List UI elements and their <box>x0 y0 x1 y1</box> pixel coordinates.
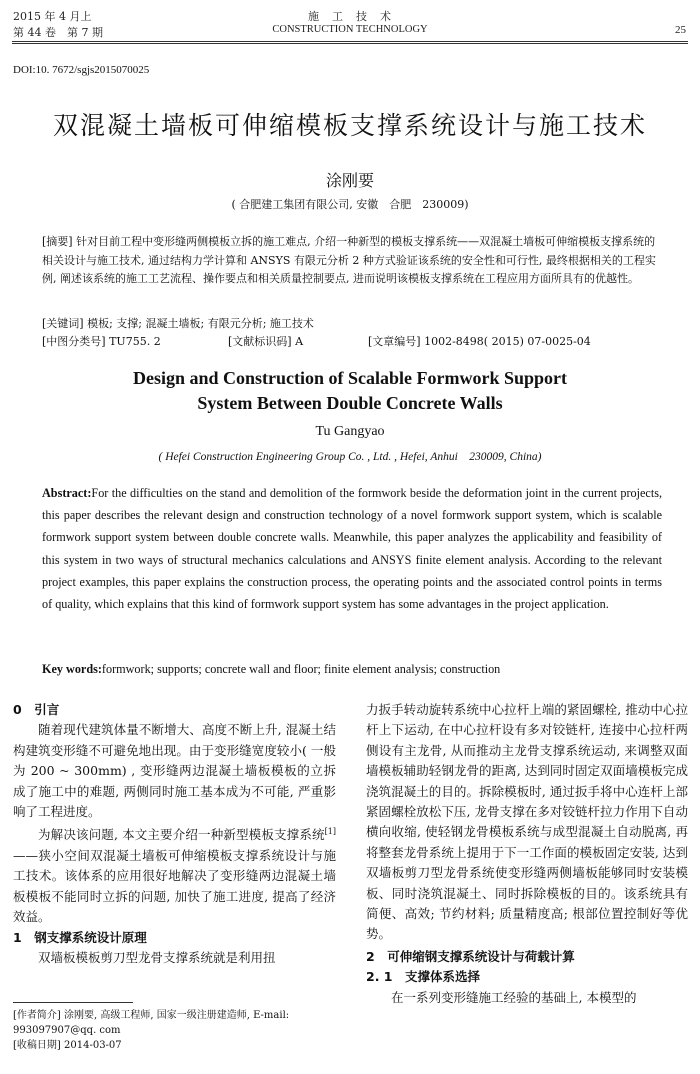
paper-title-cn: 双混凝土墙板可伸缩模板支撑系统设计与施工技术 <box>52 111 647 140</box>
author-bio-label: [作者简介] <box>13 1010 61 1021</box>
article-number-value: 1002-8498( 2015) 07-0025-04 <box>424 335 591 348</box>
header-rule <box>12 41 688 42</box>
affiliation-en: ( Hefei Construction Engineering Group Co. , Ltd. , Hefei, Anhui 230009, China) <box>158 451 542 463</box>
section-0-paragraph-2 <box>13 822 336 927</box>
header-rule-2 <box>12 43 688 44</box>
paper-title-en-line1: Design and Construction of Scalable Formwork Support <box>132 368 568 388</box>
clc-label: [中图分类号] <box>42 335 106 348</box>
author-bio <box>13 1008 343 1038</box>
page-number: 25 <box>675 24 686 36</box>
affiliation-cn: ( 合肥建工集团有限公司, 安徽 合肥 230009) <box>231 198 469 211</box>
abstract-en-label: Abstract: <box>42 486 92 500</box>
body-right-column <box>366 700 688 1008</box>
header-date: 2015 年 4 月上 <box>13 10 92 23</box>
doc-code-value: A <box>295 335 304 348</box>
header-issue: 第 44 卷 第 7 期 <box>13 26 103 39</box>
abstract-cn-text: 针对目前工程中变形缝两侧模板立拆的施工难点, 介绍一种新型的模板支撑系统——双混凝土墙板可伸缩模板支撑系统的相关设计与施工技术, 通过结构力学计算和 ANSYS 有限元分析 2 种方式验证该系统的安全性和可行性, 最终根据相关的工程实例, 阐述该系统的施工工艺流程、操作要点和相关质量控制要点, 进而说明该模板支撑系统在工程应用方面所具有的优越性。 <box>42 235 656 285</box>
body-left-column <box>13 700 336 968</box>
keywords-cn-text: 模板; 支撑; 混凝土墙板; 有限元分析; 施工技术 <box>87 317 314 330</box>
keywords-en <box>42 659 662 679</box>
section-2-heading: 2 可伸缩钢支撑系统设计与荷载计算 <box>366 948 575 964</box>
received-date-value: 2014-03-07 <box>64 1040 122 1051</box>
journal-title-en: CONSTRUCTION TECHNOLOGY <box>272 24 428 35</box>
section-2-1-heading: 2. 1 支撑体系选择 <box>366 969 480 985</box>
paper-title-en <box>0 366 700 416</box>
section-2-1-paragraph-1: 在一系列变形缝施工经验的基础上, 本模型的 <box>391 989 637 1005</box>
clc-value: TU755. 2 <box>109 335 161 348</box>
article-number-label: [文章编号] <box>368 335 421 348</box>
doc-code-label: [文献标识码] <box>228 335 292 348</box>
section-0-paragraph-1: 随着现代建筑体量不断增大、高度不断上升, 混凝土结构建筑变形缝不可避免地出现。由于变形缝宽度较小( 一般为 200 ~ 300mm) , 变形缝两边混凝土墙板模板的立拆成了施工中的难题, 两侧同时施工基本成为不可能, 严重影响了工程进度。 <box>13 722 336 820</box>
abstract-en-text: For the difficulties on the stand and demolition of the formwork beside the deformation joint in the current projects, this paper describes the relevant design and construction technology of a novel formwork support system, which is scalable formwork support system between double concrete walls. Meanwhile, this paper analyzes the applicability and feasibility of this system in two ways of structural mechanics calculations and ANSYS finite element analysis. According to the relevant project examples, this paper explains the construction process, the operating points and the associated control points in terms of quality, which explains that this kind of formwork support system has some advantages in the project application. <box>42 486 662 612</box>
citation-ref: [1] <box>324 827 336 837</box>
section-0-paragraph-2-b: ——狭小空间双混凝土墙板可伸缩模板支撑系统设计与施工技术。该体系的应用很好地解决了变形缝两边混凝土墙板模板不能同时立拆的问题, 加快了施工进度, 提高了经济效益。 <box>13 848 336 925</box>
section-0-heading: 0 引言 <box>13 702 60 717</box>
article-number <box>368 333 591 352</box>
section-1-paragraph-1-continued: 力扳手转动旋转系统中心拉杆上端的紧固螺栓, 推动中心拉杆上下运动, 在中心拉杆设有多对铰链杆, 连接中心拉杆两侧设有主龙骨, 从而推动主龙骨支撑系统运动, 来调整双面墙模板辅助轻钢龙骨的距离, 达到同时固定双面墙模板完成浇筑混凝土的目的。拆除模板时, 通过扳手将中心连杆上部紧固螺栓放松下压, 龙骨支撑在多对铰链杆拉力作用下自动横向收缩, 使轻钢龙骨模板系统与成型混凝土自动脱离, 再将整套龙骨系统上提用于下一工作面的模板固定安装, 达到双墙板剪刀型龙骨系统使变形缝两侧墙板能够同时安装模板、同时浇筑混凝土、同时拆除模板的目的。该系统具有简便、高效; 节约材料; 质量精度高; 根部位置控制好等优势。 <box>366 702 688 942</box>
doc-code <box>228 333 303 352</box>
footnote-rule <box>13 1002 133 1003</box>
section-1-heading: 1 钢支撑系统设计原理 <box>13 929 147 945</box>
keywords-en-label: Key words: <box>42 662 102 676</box>
clc <box>42 333 161 352</box>
doi: DOI:10. 7672/sgjs2015070025 <box>13 64 150 76</box>
paper-title-en-line2: System Between Double Concrete Walls <box>197 393 503 413</box>
author-cn: 涂刚要 <box>325 171 374 190</box>
footnote <box>13 1008 343 1053</box>
abstract-en <box>42 482 662 615</box>
received-date-label: [收稿日期] <box>13 1040 61 1051</box>
abstract-cn-label: [摘要] <box>42 235 73 248</box>
section-0-paragraph-2-a: 为解决该问题, 本文主要介绍一种新型模板支撑系统 <box>38 827 325 843</box>
author-en: Tu Gangyao <box>315 424 385 439</box>
author-bio-text: 涂刚要, 高级工程师, 国家一级注册建造师, E-mail: 993097907@qq. com <box>13 1010 290 1036</box>
keywords-en-text: formwork; supports; concrete wall and floor; finite element analysis; construction <box>101 662 501 676</box>
journal-title-cn: 施 工 技 术 <box>308 10 392 23</box>
received-date <box>13 1038 343 1053</box>
abstract-cn <box>42 233 660 289</box>
keywords-cn-label: [关键词] <box>42 317 84 330</box>
section-1-paragraph-1: 双墙板模板剪刀型龙骨支撑系统就是利用扭 <box>38 950 276 966</box>
keywords-cn <box>42 315 660 334</box>
